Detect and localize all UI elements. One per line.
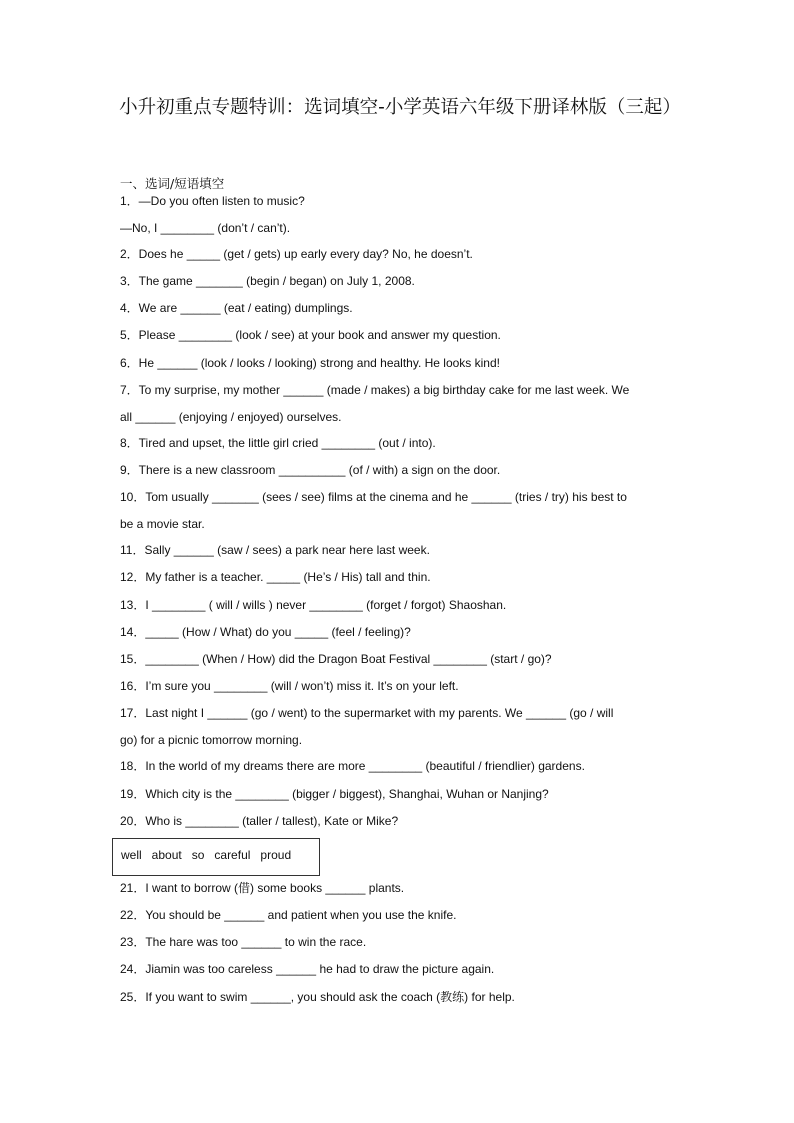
section-heading: 一、选词/短语填空 [120, 176, 225, 191]
word-box-item: careful [214, 848, 251, 862]
question-line: 14．_____ (How / What) do you _____ (feel / feeling)? [120, 625, 411, 639]
question-line: —No, I ________ (don’t / can’t). [120, 221, 291, 235]
question-line: 13．I ________ ( will / wills ) never ________ (forget / forgot) Shaoshan. [120, 598, 507, 612]
question-line: 4．We are ______ (eat / eating) dumplings. [120, 301, 353, 315]
question-line: 18．In the world of my dreams there are more ________ (beautiful / friendlier) gardens. [120, 759, 585, 773]
word-box [112, 838, 320, 876]
question-line: 20．Who is ________ (taller / tallest), Kate or Mike? [120, 814, 399, 828]
question-line: 1．—Do you often listen to music? [120, 194, 305, 208]
question-line: 7．To my surprise, my mother ______ (made / makes) a big birthday cake for me last week. We [120, 383, 630, 397]
word-box-item: proud [260, 848, 292, 862]
question-line: 8．Tired and upset, the little girl cried ________ (out / into). [120, 436, 436, 450]
question-line: 25．If you want to swim ______, you should ask the coach (教练) for help. [120, 990, 515, 1004]
word-box-item: about [151, 848, 182, 862]
question-line: go) for a picnic tomorrow morning. [120, 733, 303, 747]
question-line: 21．I want to borrow (借) some books ______ plants. [120, 881, 405, 895]
question-line: 10．Tom usually _______ (sees / see) films at the cinema and he ______ (tries / try) his best to [120, 490, 627, 504]
word-box-item: so [191, 848, 205, 862]
page-title: 小升初重点专题特训：选词填空-小学英语六年级下册译林版（三起） [119, 97, 681, 118]
question-line: all ______ (enjoying / enjoyed) ourselves. [120, 410, 342, 424]
question-line: 9．There is a new classroom __________ (of / with) a sign on the door. [120, 463, 501, 477]
question-line: be a movie star. [120, 517, 205, 531]
question-line: 11．Sally ______ (saw / sees) a park near here last week. [120, 543, 430, 557]
question-line: 2．Does he _____ (get / gets) up early every day? No, he doesn’t. [120, 247, 473, 261]
question-line: 12．My father is a teacher. _____ (He’s / His) tall and thin. [120, 570, 431, 584]
question-line: 6．He ______ (look / looks / looking) strong and healthy. He looks kind! [120, 356, 500, 370]
question-line: 24．Jiamin was too careless ______ he had to draw the picture again. [120, 962, 495, 976]
question-line: 17．Last night I ______ (go / went) to the supermarket with my parents. We ______ (go / will [120, 706, 614, 720]
word-box-item: well [121, 848, 142, 862]
question-line: 23．The hare was too ______ to win the race. [120, 935, 367, 949]
question-line: 19．Which city is the ________ (bigger / biggest), Shanghai, Wuhan or Nanjing? [120, 787, 549, 801]
question-line: 22．You should be ______ and patient when you use the knife. [120, 908, 457, 922]
question-line: 16．I’m sure you ________ (will / won’t) miss it. It’s on your left. [120, 679, 459, 693]
question-line: 5．Please ________ (look / see) at your book and answer my question. [120, 328, 501, 342]
question-line: 15．________ (When / How) did the Dragon Boat Festival ________ (start / go)? [120, 652, 552, 666]
question-line: 3．The game _______ (begin / began) on July 1, 2008. [120, 274, 415, 288]
